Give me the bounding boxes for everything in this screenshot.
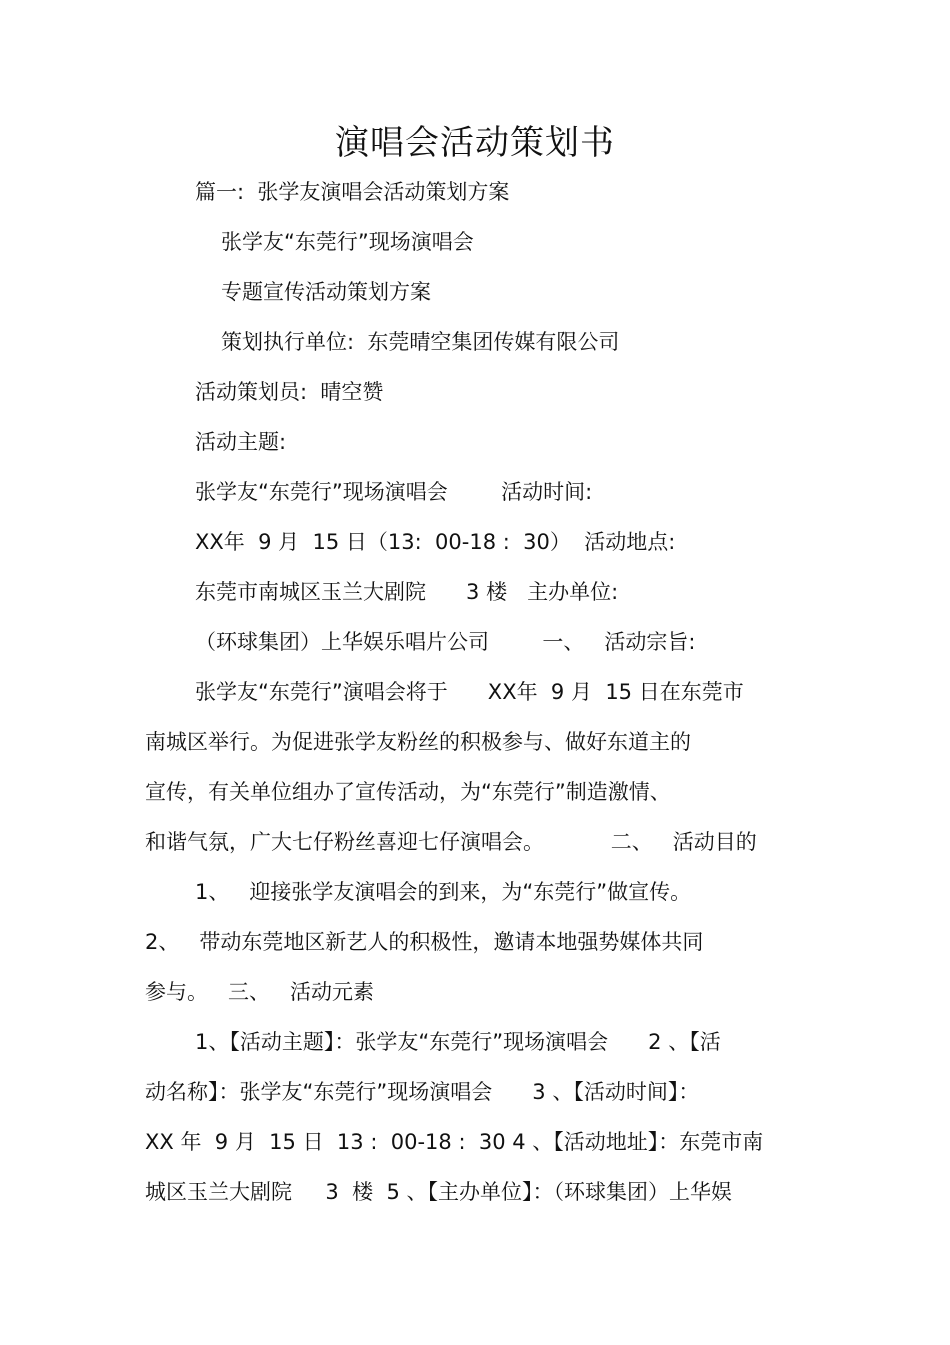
text-line: 南城区举行。为促进张学友粉丝的积极参与、做好东道主的 [145,730,691,754]
text-line: 1、 迎接张学友演唱会的到来，为“东莞行”做宣传。 [195,880,692,904]
text-line: 和谐气氛，广大七仔粉丝喜迎七仔演唱会。 二、 活动目的 [145,830,757,854]
text-line: 东莞市南城区玉兰大剧院 3 楼 主办单位: [195,580,619,604]
text-line: 活动策划员: 晴空赞 [195,380,384,404]
text-line: XX 年 9 月 15 日 13 : 00-18 : 30 4 、【活动地址】：东莞市南 [145,1130,764,1154]
document-title: 演唱会活动策划书 [335,123,615,163]
text-line: 宣传，有关单位组办了宣传活动，为“东莞行”制造激情、 [145,780,671,804]
text-line: 参与。 三、 活动元素 [145,980,375,1004]
text-line: 活动主题: [195,430,287,454]
text-line: 专题宣传活动策划方案 [221,280,431,304]
text-line: 1、【活动主题】：张学友“东莞行”现场演唱会 2 、【活 [195,1030,721,1054]
text-line: 动名称】：张学友“东莞行”现场演唱会 3 、【活动时间】： [145,1080,700,1104]
text-line: 张学友“东莞行”现场演唱会 [221,230,474,254]
text-line: 城区玉兰大剧院 3 楼 5 、【主办单位】：（环球集团）上华娱 [145,1180,732,1204]
text-line: 篇一: 张学友演唱会活动策划方案 [195,180,510,204]
text-line: （环球集团）上华娱乐唱片公司 一、 活动宗旨: [195,630,696,654]
text-line: 2、 带动东莞地区新艺人的积极性，邀请本地强势媒体共同 [145,930,704,954]
text-line: XX年 9 月 15 日（13: 00-18 : 30） 活动地点: [195,530,676,554]
text-line: 张学友“东莞行”演唱会将于 XX年 9 月 15 日在东莞市 [195,680,744,704]
text-line: 张学友“东莞行”现场演唱会 活动时间: [195,480,593,504]
text-line: 策划执行单位: 东莞晴空集团传媒有限公司 [221,330,620,354]
